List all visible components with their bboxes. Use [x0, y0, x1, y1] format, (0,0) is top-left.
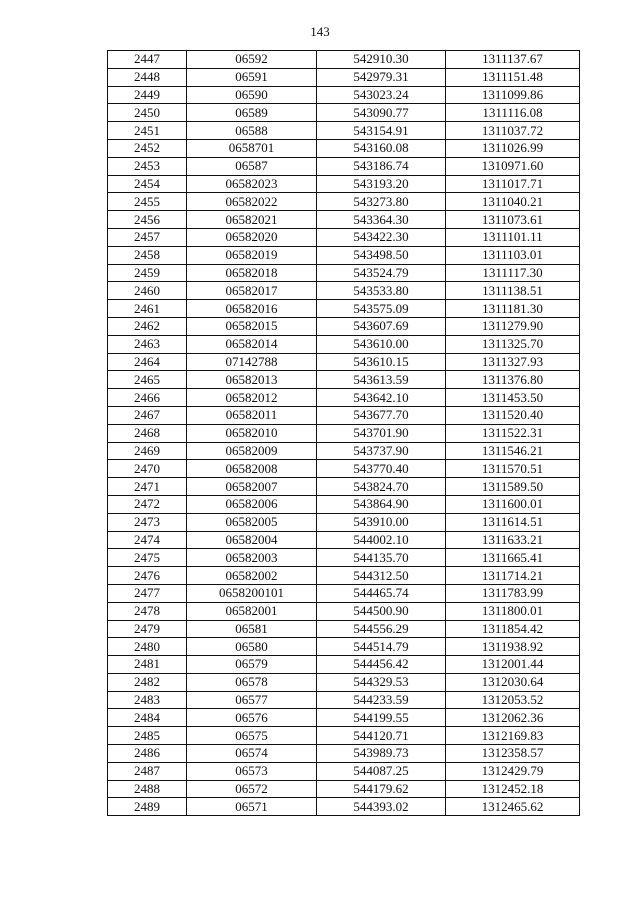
y-coordinate-cell: 1311614.51	[446, 513, 580, 531]
row-index-cell: 2452	[108, 139, 187, 157]
table-row	[108, 51, 580, 69]
y-coordinate-cell: 1311800.01	[446, 602, 580, 620]
y-coordinate-cell: 1311040.21	[446, 193, 580, 211]
point-id-cell: 06582004	[187, 531, 317, 549]
y-coordinate-cell: 1311073.61	[446, 211, 580, 229]
x-coordinate-cell: 543422.30	[317, 228, 446, 246]
y-coordinate-cell: 1311570.51	[446, 460, 580, 478]
point-id-cell: 06589	[187, 104, 317, 122]
row-index-cell: 2465	[108, 371, 187, 389]
x-coordinate-cell: 543160.08	[317, 139, 446, 157]
row-index-cell: 2488	[108, 780, 187, 798]
point-id-cell: 06571	[187, 798, 317, 816]
row-index-cell: 2470	[108, 460, 187, 478]
coordinates-table	[107, 50, 580, 816]
point-id-cell: 06582017	[187, 282, 317, 300]
point-id-cell: 06579	[187, 656, 317, 674]
y-coordinate-cell: 1311181.30	[446, 300, 580, 318]
row-index-cell: 2468	[108, 424, 187, 442]
point-id-cell: 06582014	[187, 335, 317, 353]
y-coordinate-cell: 1312053.52	[446, 691, 580, 709]
row-index-cell: 2447	[108, 51, 187, 69]
table-row	[108, 460, 580, 478]
x-coordinate-cell: 543533.80	[317, 282, 446, 300]
x-coordinate-cell: 543193.20	[317, 175, 446, 193]
row-index-cell: 2487	[108, 762, 187, 780]
point-id-cell: 06576	[187, 709, 317, 727]
point-id-cell: 06588	[187, 122, 317, 140]
row-index-cell: 2454	[108, 175, 187, 193]
row-index-cell: 2457	[108, 228, 187, 246]
row-index-cell: 2481	[108, 656, 187, 674]
y-coordinate-cell: 1311138.51	[446, 282, 580, 300]
y-coordinate-cell: 1311854.42	[446, 620, 580, 638]
point-id-cell: 07142788	[187, 353, 317, 371]
table-row	[108, 139, 580, 157]
point-id-cell: 06582001	[187, 602, 317, 620]
point-id-cell: 06582023	[187, 175, 317, 193]
x-coordinate-cell: 544312.50	[317, 567, 446, 585]
table-row	[108, 335, 580, 353]
y-coordinate-cell: 1312429.79	[446, 762, 580, 780]
table-row	[108, 353, 580, 371]
x-coordinate-cell: 543642.10	[317, 389, 446, 407]
row-index-cell: 2478	[108, 602, 187, 620]
table-row	[108, 584, 580, 602]
y-coordinate-cell: 1311522.31	[446, 424, 580, 442]
point-id-cell: 06582007	[187, 478, 317, 496]
y-coordinate-cell: 1311101.11	[446, 228, 580, 246]
point-id-cell: 06582009	[187, 442, 317, 460]
point-id-cell: 06582022	[187, 193, 317, 211]
point-id-cell: 06582016	[187, 300, 317, 318]
table-row	[108, 638, 580, 656]
x-coordinate-cell: 543186.74	[317, 157, 446, 175]
x-coordinate-cell: 543864.90	[317, 495, 446, 513]
row-index-cell: 2476	[108, 567, 187, 585]
y-coordinate-cell: 1311325.70	[446, 335, 580, 353]
y-coordinate-cell: 1312465.62	[446, 798, 580, 816]
point-id-cell: 06582002	[187, 567, 317, 585]
x-coordinate-cell: 543989.73	[317, 745, 446, 763]
point-id-cell: 06582006	[187, 495, 317, 513]
x-coordinate-cell: 543677.70	[317, 406, 446, 424]
point-id-cell: 06587	[187, 157, 317, 175]
row-index-cell: 2464	[108, 353, 187, 371]
table-body	[108, 51, 580, 816]
row-index-cell: 2480	[108, 638, 187, 656]
y-coordinate-cell: 1311103.01	[446, 246, 580, 264]
row-index-cell: 2456	[108, 211, 187, 229]
table-row	[108, 656, 580, 674]
y-coordinate-cell: 1311600.01	[446, 495, 580, 513]
table-row	[108, 620, 580, 638]
table-row	[108, 86, 580, 104]
x-coordinate-cell: 544456.42	[317, 656, 446, 674]
table-row	[108, 389, 580, 407]
point-id-cell: 06582008	[187, 460, 317, 478]
x-coordinate-cell: 543613.59	[317, 371, 446, 389]
table-row	[108, 478, 580, 496]
point-id-cell: 06582013	[187, 371, 317, 389]
table-row	[108, 567, 580, 585]
row-index-cell: 2458	[108, 246, 187, 264]
table-row	[108, 104, 580, 122]
y-coordinate-cell: 1311783.99	[446, 584, 580, 602]
point-id-cell: 06582005	[187, 513, 317, 531]
x-coordinate-cell: 543023.24	[317, 86, 446, 104]
y-coordinate-cell: 1312062.36	[446, 709, 580, 727]
table-row	[108, 282, 580, 300]
table-row	[108, 442, 580, 460]
y-coordinate-cell: 1312358.57	[446, 745, 580, 763]
point-id-cell: 06582010	[187, 424, 317, 442]
row-index-cell: 2450	[108, 104, 187, 122]
table-row	[108, 745, 580, 763]
x-coordinate-cell: 544120.71	[317, 727, 446, 745]
y-coordinate-cell: 1311026.99	[446, 139, 580, 157]
x-coordinate-cell: 544556.29	[317, 620, 446, 638]
y-coordinate-cell: 1311017.71	[446, 175, 580, 193]
point-id-cell: 06582011	[187, 406, 317, 424]
y-coordinate-cell: 1311938.92	[446, 638, 580, 656]
table-row	[108, 780, 580, 798]
x-coordinate-cell: 543910.00	[317, 513, 446, 531]
y-coordinate-cell: 1311327.93	[446, 353, 580, 371]
x-coordinate-cell: 544233.59	[317, 691, 446, 709]
table-row	[108, 264, 580, 282]
row-index-cell: 2485	[108, 727, 187, 745]
row-index-cell: 2449	[108, 86, 187, 104]
table-row	[108, 727, 580, 745]
point-id-cell: 06592	[187, 51, 317, 69]
point-id-cell: 06572	[187, 780, 317, 798]
row-index-cell: 2448	[108, 68, 187, 86]
row-index-cell: 2473	[108, 513, 187, 531]
x-coordinate-cell: 543364.30	[317, 211, 446, 229]
table-row	[108, 406, 580, 424]
y-coordinate-cell: 1311589.50	[446, 478, 580, 496]
x-coordinate-cell: 544500.90	[317, 602, 446, 620]
x-coordinate-cell: 543770.40	[317, 460, 446, 478]
table-row	[108, 531, 580, 549]
y-coordinate-cell: 1311633.21	[446, 531, 580, 549]
row-index-cell: 2466	[108, 389, 187, 407]
page-number: 143	[310, 24, 330, 39]
row-index-cell: 2467	[108, 406, 187, 424]
row-index-cell: 2474	[108, 531, 187, 549]
row-index-cell: 2489	[108, 798, 187, 816]
x-coordinate-cell: 543607.69	[317, 317, 446, 335]
row-index-cell: 2475	[108, 549, 187, 567]
x-coordinate-cell: 543273.80	[317, 193, 446, 211]
row-index-cell: 2484	[108, 709, 187, 727]
row-index-cell: 2483	[108, 691, 187, 709]
table-row	[108, 691, 580, 709]
x-coordinate-cell: 544393.02	[317, 798, 446, 816]
y-coordinate-cell: 1311151.48	[446, 68, 580, 86]
x-coordinate-cell: 544465.74	[317, 584, 446, 602]
y-coordinate-cell: 1312169.83	[446, 727, 580, 745]
point-id-cell: 06575	[187, 727, 317, 745]
point-id-cell: 06577	[187, 691, 317, 709]
row-index-cell: 2471	[108, 478, 187, 496]
y-coordinate-cell: 1311116.08	[446, 104, 580, 122]
table-row	[108, 68, 580, 86]
x-coordinate-cell: 543824.70	[317, 478, 446, 496]
point-id-cell: 06573	[187, 762, 317, 780]
point-id-cell: 06591	[187, 68, 317, 86]
row-index-cell: 2479	[108, 620, 187, 638]
point-id-cell: 0658701	[187, 139, 317, 157]
row-index-cell: 2461	[108, 300, 187, 318]
table-row	[108, 175, 580, 193]
table-row	[108, 317, 580, 335]
y-coordinate-cell: 1311376.80	[446, 371, 580, 389]
row-index-cell: 2486	[108, 745, 187, 763]
table-row	[108, 228, 580, 246]
y-coordinate-cell: 1310971.60	[446, 157, 580, 175]
row-index-cell: 2455	[108, 193, 187, 211]
table-row	[108, 193, 580, 211]
x-coordinate-cell: 543610.00	[317, 335, 446, 353]
y-coordinate-cell: 1311137.67	[446, 51, 580, 69]
row-index-cell: 2459	[108, 264, 187, 282]
x-coordinate-cell: 542910.30	[317, 51, 446, 69]
row-index-cell: 2477	[108, 584, 187, 602]
y-coordinate-cell: 1311117.30	[446, 264, 580, 282]
y-coordinate-cell: 1312452.18	[446, 780, 580, 798]
point-id-cell: 06582015	[187, 317, 317, 335]
table-row	[108, 798, 580, 816]
y-coordinate-cell: 1311546.21	[446, 442, 580, 460]
row-index-cell: 2451	[108, 122, 187, 140]
table-row	[108, 602, 580, 620]
table-row	[108, 495, 580, 513]
table-row	[108, 513, 580, 531]
x-coordinate-cell: 543524.79	[317, 264, 446, 282]
table-row	[108, 673, 580, 691]
table-row	[108, 762, 580, 780]
table-row	[108, 246, 580, 264]
x-coordinate-cell: 543090.77	[317, 104, 446, 122]
x-coordinate-cell: 543737.90	[317, 442, 446, 460]
x-coordinate-cell: 543701.90	[317, 424, 446, 442]
table-row	[108, 157, 580, 175]
row-index-cell: 2463	[108, 335, 187, 353]
y-coordinate-cell: 1312001.44	[446, 656, 580, 674]
row-index-cell: 2482	[108, 673, 187, 691]
x-coordinate-cell: 544514.79	[317, 638, 446, 656]
point-id-cell: 06582012	[187, 389, 317, 407]
point-id-cell: 06590	[187, 86, 317, 104]
table-row	[108, 424, 580, 442]
x-coordinate-cell: 544087.25	[317, 762, 446, 780]
x-coordinate-cell: 544199.55	[317, 709, 446, 727]
table-row	[108, 549, 580, 567]
x-coordinate-cell: 543498.50	[317, 246, 446, 264]
point-id-cell: 06582018	[187, 264, 317, 282]
row-index-cell: 2460	[108, 282, 187, 300]
x-coordinate-cell: 544329.53	[317, 673, 446, 691]
point-id-cell: 06582020	[187, 228, 317, 246]
point-id-cell: 06578	[187, 673, 317, 691]
x-coordinate-cell: 542979.31	[317, 68, 446, 86]
point-id-cell: 06580	[187, 638, 317, 656]
point-id-cell: 06581	[187, 620, 317, 638]
x-coordinate-cell: 543575.09	[317, 300, 446, 318]
point-id-cell: 0658200101	[187, 584, 317, 602]
y-coordinate-cell: 1311453.50	[446, 389, 580, 407]
row-index-cell: 2453	[108, 157, 187, 175]
y-coordinate-cell: 1311279.90	[446, 317, 580, 335]
table-row	[108, 709, 580, 727]
row-index-cell: 2472	[108, 495, 187, 513]
y-coordinate-cell: 1312030.64	[446, 673, 580, 691]
y-coordinate-cell: 1311099.86	[446, 86, 580, 104]
table-row	[108, 122, 580, 140]
x-coordinate-cell: 544135.70	[317, 549, 446, 567]
y-coordinate-cell: 1311665.41	[446, 549, 580, 567]
x-coordinate-cell: 544179.62	[317, 780, 446, 798]
table-row	[108, 300, 580, 318]
y-coordinate-cell: 1311714.21	[446, 567, 580, 585]
row-index-cell: 2469	[108, 442, 187, 460]
x-coordinate-cell: 543610.15	[317, 353, 446, 371]
y-coordinate-cell: 1311037.72	[446, 122, 580, 140]
point-id-cell: 06582003	[187, 549, 317, 567]
table-row	[108, 371, 580, 389]
row-index-cell: 2462	[108, 317, 187, 335]
point-id-cell: 06582019	[187, 246, 317, 264]
x-coordinate-cell: 544002.10	[317, 531, 446, 549]
table-row	[108, 211, 580, 229]
y-coordinate-cell: 1311520.40	[446, 406, 580, 424]
point-id-cell: 06574	[187, 745, 317, 763]
x-coordinate-cell: 543154.91	[317, 122, 446, 140]
point-id-cell: 06582021	[187, 211, 317, 229]
